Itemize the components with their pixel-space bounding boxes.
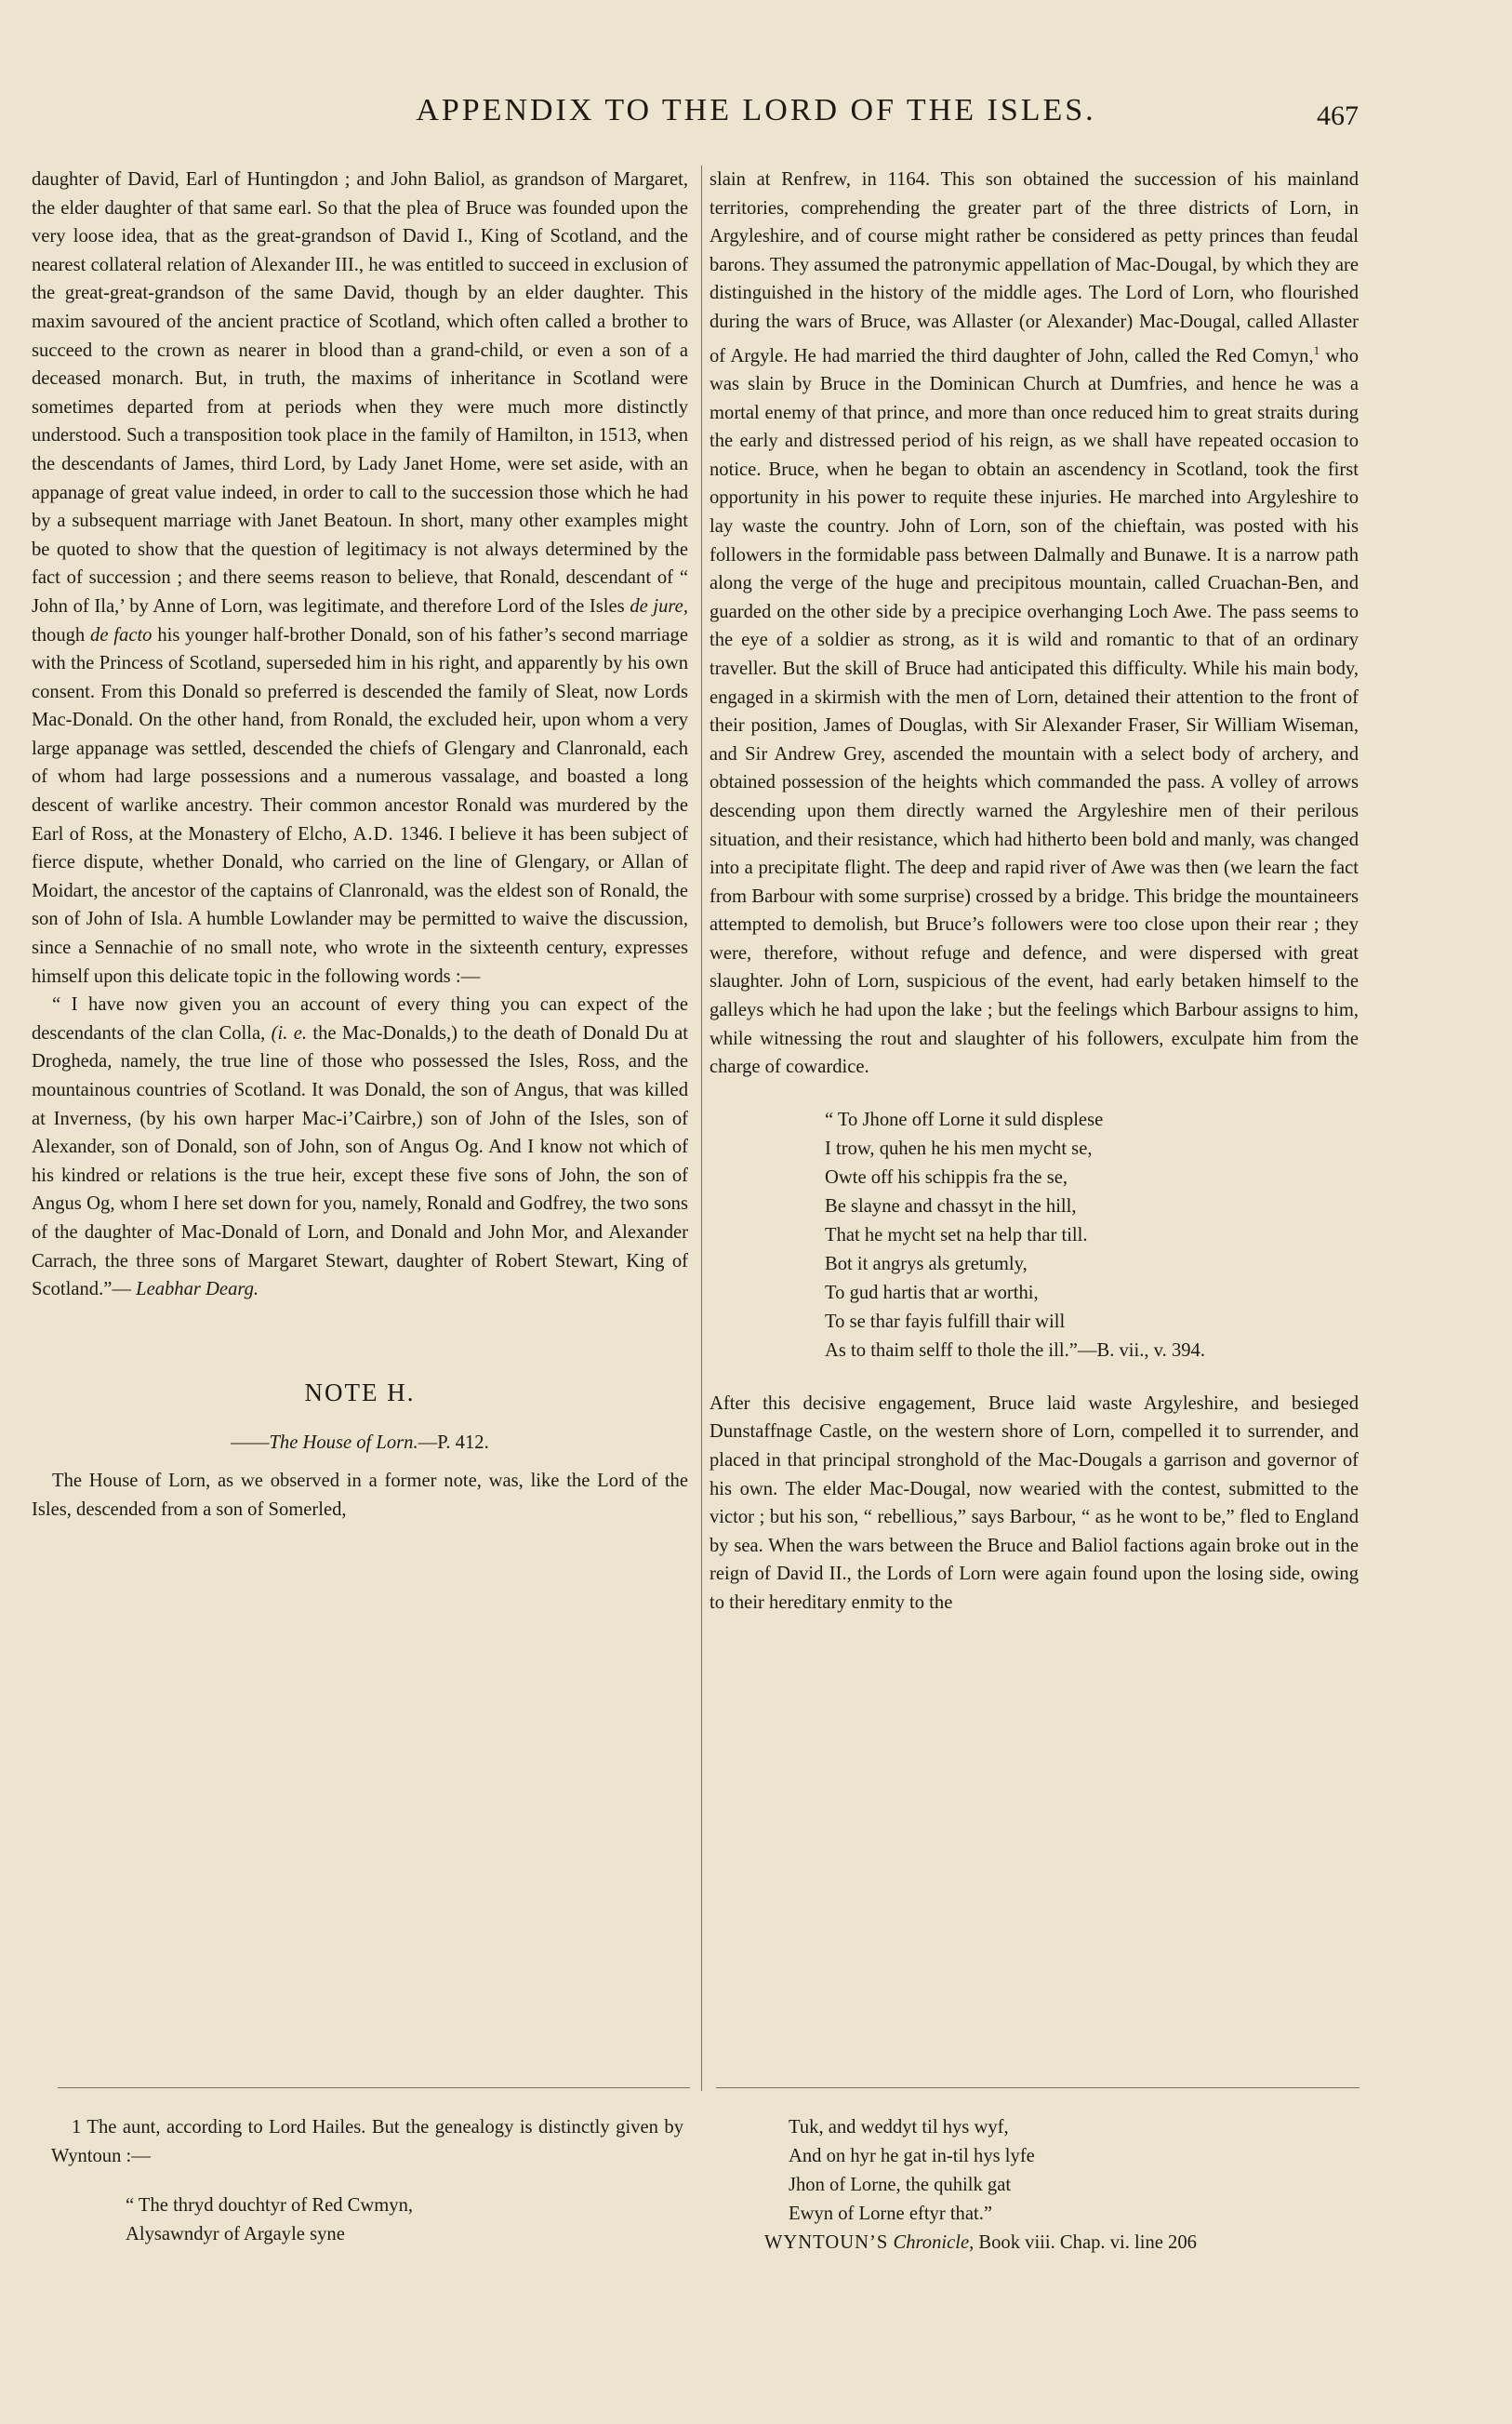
verse-line: “ The thryd douchtyr of Red Cwmyn,: [126, 2195, 414, 2216]
footnote-verse-left: [126, 2191, 683, 2249]
text-segment: “ I have now given you an account of every thing you can expect of the descendants of the clan Colla,: [32, 994, 688, 1044]
footnote-citation: [764, 2229, 1365, 2258]
verse-line: Bot it angrys als gretumly,: [825, 1253, 1028, 1274]
verse-line: And on hyr he gat in-til hys lyfe: [789, 2146, 1035, 2166]
verse-line: Ewyn of Lorne eftyr that.”: [789, 2204, 993, 2224]
paragraph-succession: [32, 166, 688, 991]
left-column: [32, 166, 688, 1524]
note-heading: NOTE H.: [304, 1378, 416, 1406]
italic-phrase: de facto: [90, 624, 153, 646]
small-caps-ad: A.D.: [352, 823, 394, 845]
verse-line: To se thar fayis fulfill thair will: [825, 1311, 1066, 1332]
running-header: APPENDIX TO THE LORD OF THE ISLES.: [416, 93, 1096, 127]
subheading-ref: —P. 412.: [418, 1432, 489, 1454]
footnote-right: [764, 2113, 1365, 2258]
footnote-left: [51, 2113, 683, 2249]
column-divider: [701, 166, 702, 2091]
paragraph-lorn-history: [710, 166, 1359, 1082]
verse-line: As to thaim selff to thole the ill.”—B. vii., v. 394.: [825, 1339, 1205, 1361]
text-segment: slain at Renfrew, in 1164. This son obtained the succession of his mainland territories, comprehending the greater part of the three districts of Lorn, in Argyleshire, and of course might rather be considered as petty princes than feudal barons. They assumed the patronymic appellation of Mac-Dougal, by which they are distinguished in the history of the middle ages. The Lord of Lorn, who flourished during the wars of Bruce, was Allaster (or Alexander) Mac-Dougal, called Allaster of Argyle. He had married the third daughter of John, called the Red Comyn,: [710, 169, 1359, 366]
footnote-rule-right: [716, 2087, 1359, 2088]
right-column: [710, 166, 1359, 1618]
verse-line: I trow, quhen he his men mycht se,: [825, 1138, 1093, 1159]
subheading-dash: ——: [231, 1432, 270, 1454]
footnote-marker: 1: [1313, 342, 1320, 357]
verse-line: That he mycht set na help thar till.: [825, 1224, 1088, 1245]
barbour-verse: [825, 1106, 1359, 1365]
citation-author: WYNTOUN’S: [764, 2232, 889, 2253]
footnote-verse-right: [789, 2113, 1365, 2229]
paragraph-after-engagement: After this decisive engagement, Bruce laid waste Argyleshire, and besieged Dunstaffnage Castle, on the western shore of Lorn, compelled it to surrender, and placed in that principal stronghold of the Mac-Dougals a garrison and governor of his own. The elder Mac-Dougal, now wearied with the contest, submitted to the victor ; but his son, “ rebellious,” says Barbour, “ as he wont to be,” fled to England by sea. When the wars between the Bruce and Baliol factions again broke out in the reign of David II., the Lords of Lorn were again found upon the losing side, owing to their hereditary enmity to the: [710, 1392, 1359, 1614]
verse-line: To gud hartis that ar worthi,: [825, 1282, 1039, 1303]
text-segment: though: [32, 624, 86, 646]
citation-work: Chronicle,: [893, 2232, 975, 2253]
verse-line: Owte off his schippis fra the se,: [825, 1166, 1068, 1188]
footnote-rule-left: [58, 2087, 690, 2088]
verse-line: Be slayne and chassyt in the hill,: [825, 1195, 1077, 1217]
verse-line: “ To Jhone off Lorne it suld displese: [825, 1109, 1104, 1130]
italic-phrase: de jure,: [630, 595, 688, 617]
verse-line: Tuk, and weddyt til hys wyf,: [789, 2117, 1009, 2138]
page-number: 467: [1317, 100, 1359, 131]
paragraph-house-of-lorn: The House of Lorn, as we observed in a former note, was, like the Lord of the Isles, descended from a son of Somerled,: [32, 1470, 688, 1520]
paragraph-quotation: [32, 991, 688, 1304]
text-segment: who was slain by Bruce in the Dominican Church at Dumfries, and hence he was a mortal enemy of that prince, and more than once reduced him to great straits during the early and distressed period of his reign, as we shall have repeated occasion to notice. Bruce, when he began to obtain an ascendency in Scotland, took the first opportunity in his power to requite these injuries. He marched into Argyleshire to lay waste the country. John of Lorn, son of the chieftain, was posted with his followers in the formidable pass between Dalmally and Bunawe. It is a narrow path along the verge of the huge and precipitous mountain, called Cruachan-Ben, and guarded on the other side by a precipice overhanging Loch Awe. The pass seems to the eye of a soldier as strong, as it is wild and romantic to that of an ordinary traveller. But the skill of Bruce had anticipated this difficulty. While his main body, engaged in a skirmish with the men of Lorn, detained their attention to the front of their position, James of Douglas, with Sir Alexander Fraser, Sir William Wiseman, and Sir Andrew Grey, ascended the mountain with a select body of archery, and obtained possession of the heights which commanded the pass. A volley of arrows descending upon them directly warned the Argyleshire men of their perilous situation, and their resistance, which had hitherto been bold and manly, was changed into a precipitate flight. The deep and rapid river of Awe was then (we learn the fact from Barbour with some surprise) crossed by a bridge. This bridge the mountaineers attempted to demolish, but Bruce’s followers were too close upon their rear ; they were, therefore, without refuge and defence, and were dispersed with great slaughter. John of Lorn, suspicious of the event, had early betaken himself to the galleys which he had upon the lake ; but the feelings which Barbour assigns to him, while witnessing the rout and slaughter of his followers, exculpate him from the charge of cowardice.: [710, 345, 1359, 1078]
citation-ref: Book viii. Chap. vi. line 206: [978, 2232, 1197, 2253]
text-segment: his younger half-brother Donald, son of his father’s second marriage with the Princess of Scotland, superseded him in his right, and apparently by his own consent. From this Donald so preferred is descended the family of Sleat, now Lords Mac-Donald. On the other hand, from Ronald, the excluded heir, upon whom a very large appanage was settled, descended the chiefs of Glengary and Clanronald, each of whom had large possessions and a numerous vassalage, and boasted a long descent of warlike ancestry. Their common ancestor Ronald was murdered by the Earl of Ross, at the Monastery of Elcho,: [32, 624, 688, 845]
italic-phrase: (i. e.: [271, 1022, 308, 1044]
verse-line: Alysawndyr of Argayle syne: [126, 2224, 345, 2244]
quote-source: Leabhar Dearg.: [136, 1279, 259, 1300]
footnote-text: 1 The aunt, according to Lord Hailes. But the genealogy is distinctly given by Wyntoun :—: [51, 2117, 683, 2166]
text-segment: 1346. I believe it has been subject of fierce dispute, whether Donald, who carried on the line of Glengary, or Allan of Moidart, the ancestor of the captains of Clanronald, was the eldest son of Ronald, the son of John of Isla. A humble Lowlander may be permitted to waive the discussion, since a Sennachie of no small note, who wrote in the sixteenth century, expresses himself upon this delicate topic in the following words :—: [32, 823, 688, 987]
verse-line: Jhon of Lorne, the quhilk gat: [789, 2175, 1012, 2195]
note-subheading: [32, 1429, 688, 1458]
subheading-title: The House of Lorn.: [269, 1432, 418, 1454]
text-segment: daughter of David, Earl of Huntingdon ; and John Baliol, as grandson of Margaret, the elder daughter of that same earl. So that the plea of Bruce was founded upon the very loose idea, that as the great-grandson of David I., King of Scotland, and the nearest collateral relation of Alexander III., he was entitled to succeed in exclusion of the great-great-grandson of the same David, though by an elder daughter. This maxim savoured of the ancient practice of Scotland, which often called a brother to succeed to the crown as nearer in blood than a grand-child, or even a son of a deceased monarch. But, in truth, the maxims of inheritance in Scotland were sometimes departed from at periods when they were much more distinctly understood. Such a transposition took place in the family of Hamilton, in 1513, when the descendants of James, third Lord, by Lady Janet Home, were set aside, with an appanage of great value indeed, in order to call to the succession those which he had by a subsequent marriage with Janet Beatoun. In short, many other examples might be quoted to show that the question of legitimacy is not always determined by the fact of succession ; and there seems reason to believe, that Ronald, descendant of “ John of Ila,’ by Anne of Lorn, was legitimate, and therefore Lord of the Isles: [32, 169, 688, 617]
text-segment: the Mac-Donalds,) to the death of Donald Du at Drogheda, namely, the true line of those who possessed the Isles, Ross, and the mountainous countries of Scotland. It was Donald, the son of Angus, that was killed at Inverness, (by his own harper Mac-i’Cairbre,) son of John of the Isles, son of Alexander, son of Donald, son of John, son of Angus Og. And I know not which of his kindred or relations is the true heir, except these five sons of John, the son of Angus Og, whom I here set down for you, namely, Ronald and Godfrey, the two sons of the daughter of Mac-Donald of Lorn, and Donald and John Mor, and Alexander Carrach, the three sons of Margaret Stewart, daughter of Robert Stewart, King of Scotland.”—: [32, 1022, 689, 1300]
